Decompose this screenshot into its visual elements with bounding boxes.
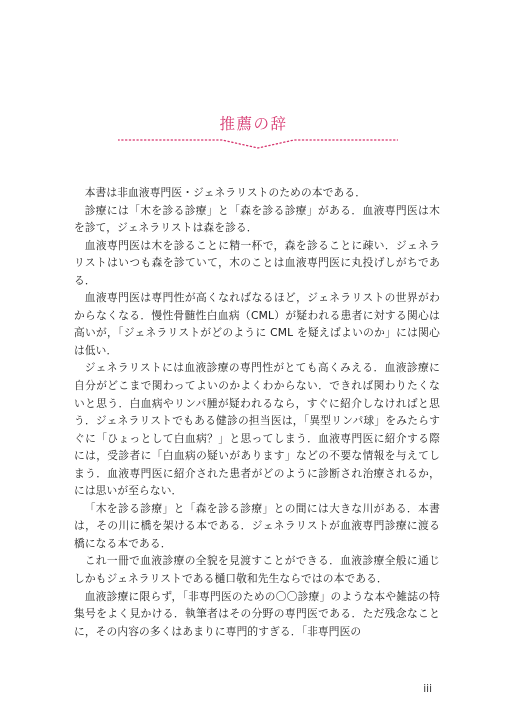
paragraph: 血液専門医は木を診ることに精一杯で，森を診ることに疎い．ジェネラリストはいつも森を診ていて，木のことは血液専門医に丸投げしがちである． [74, 238, 440, 287]
ornament-line [118, 140, 398, 148]
dotted-ornament [118, 136, 398, 152]
body-text [74, 184, 440, 640]
paragraph: 血液診療に限らず，「非専門医のための〇〇診療」のような本や雑誌の特集号をよく見かける．執筆者はその分野の専門医である．ただ残念なことに，その内容の多くはあまりに専門的すぎる．「非専門医の [74, 589, 440, 638]
paragraph: これ一冊で血液診療の全貌を見渡すことができる．血液診療全般に通じしかもジェネラリストである樋口敬和先生ならではの本である． [74, 554, 440, 586]
paragraph: 診療には「木を診る診療」と「森を診る診療」がある．血液専門医は木を診て，ジェネラリストは森を診る． [74, 203, 440, 235]
section-heading: 推薦の辞 [219, 115, 288, 133]
paragraph: 本書は非血液専門医・ジェネラリストのための本である． [84, 186, 367, 199]
page-number: iii [423, 683, 432, 695]
paragraph: 「木を診る診療」と「森を診る診療」との間には大きな川がある．本書は，その川に橋を架ける本である．ジェネラリストが血液専門診療に渡る橋になる本である． [74, 501, 440, 550]
paragraph: ジェネラリストには血液診療の専門性がとても高くみえる．血液診療に自分がどこまで関わってよいのかよくわからない．できれば関わりたくないと思う．白血病やリンパ腫が疑われるなら，すぐに紹介しなければと思う．ジェネラリストでもある健診の担当医は，「異型リンパ球」をみたらすぐに「ひょっとして白血病？」と思ってしまう．血液専門医に紹介する際には，受診者に「白血病の疑いがあります」などの不要な情報を与えてしまう．血液専門医に紹介された患者がどのように診断され治療されるか，には思いが至らない． [74, 361, 440, 498]
paragraph: 血液専門医は専門性が高くなればなるほど，ジェネラリストの世界がわからなくなる．慢性骨髄性白血病（CML）が疑われる患者に対する関心は高いが，「ジェネラリストがどのように CML を疑えばよいのか」には関心は低い． [74, 291, 440, 357]
